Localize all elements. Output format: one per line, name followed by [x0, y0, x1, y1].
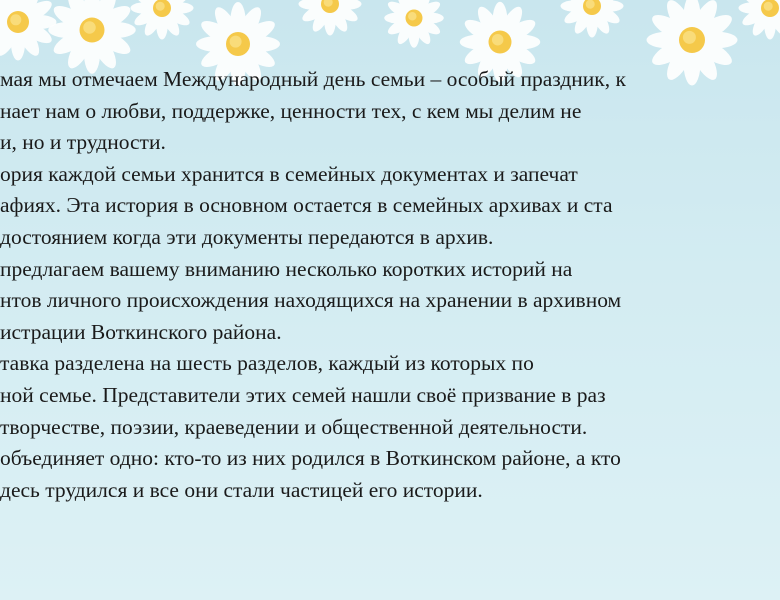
text-line: нтов личного происхождения находящихся на хранении в архивном [0, 288, 622, 313]
daisy-icon [0, 0, 57, 61]
text-line: тавка разделена на шесть разделов, каждый из которых по [0, 351, 534, 376]
text-line: и, но и трудности. [0, 130, 166, 155]
text-line: дeсь трудился и все они стали частицей его истории. [0, 477, 483, 502]
text-line: предлагаем вашему вниманию несколько коротких историй на [0, 256, 573, 281]
daisy-icon [299, 0, 362, 35]
text-line: достоянием когда эти документы передаются в архив. [0, 224, 494, 249]
daisy-icon [48, 0, 136, 74]
text-line: афиях. Эта история в основном остается в семейных архивах и ста [0, 193, 613, 218]
text-line: творчестве, поэзии, краеведении и общественной деятельности. [0, 414, 588, 439]
text-line: объединяет одно: кто-то из них родился в Воткинском районе, а кто [0, 446, 621, 471]
daisy-icon [739, 0, 780, 39]
document-body [0, 64, 780, 506]
text-line: мая мы отмечаем Международный день семьи – особый праздник, к [0, 67, 626, 91]
text-line: ория каждой семьи хранится в семейных документах и запечат [0, 161, 578, 186]
text-line: истрации Воткинского района. [0, 319, 282, 344]
daisy-icon [384, 0, 444, 48]
daisy-icon [561, 0, 624, 37]
text-line: ной семье. Представители этих семей нашли своё призвание в раз [0, 382, 606, 407]
text-line: нает нам о любви, поддержке, ценности тех, с кем мы делим не [0, 98, 582, 123]
daisy-icon [131, 0, 194, 39]
